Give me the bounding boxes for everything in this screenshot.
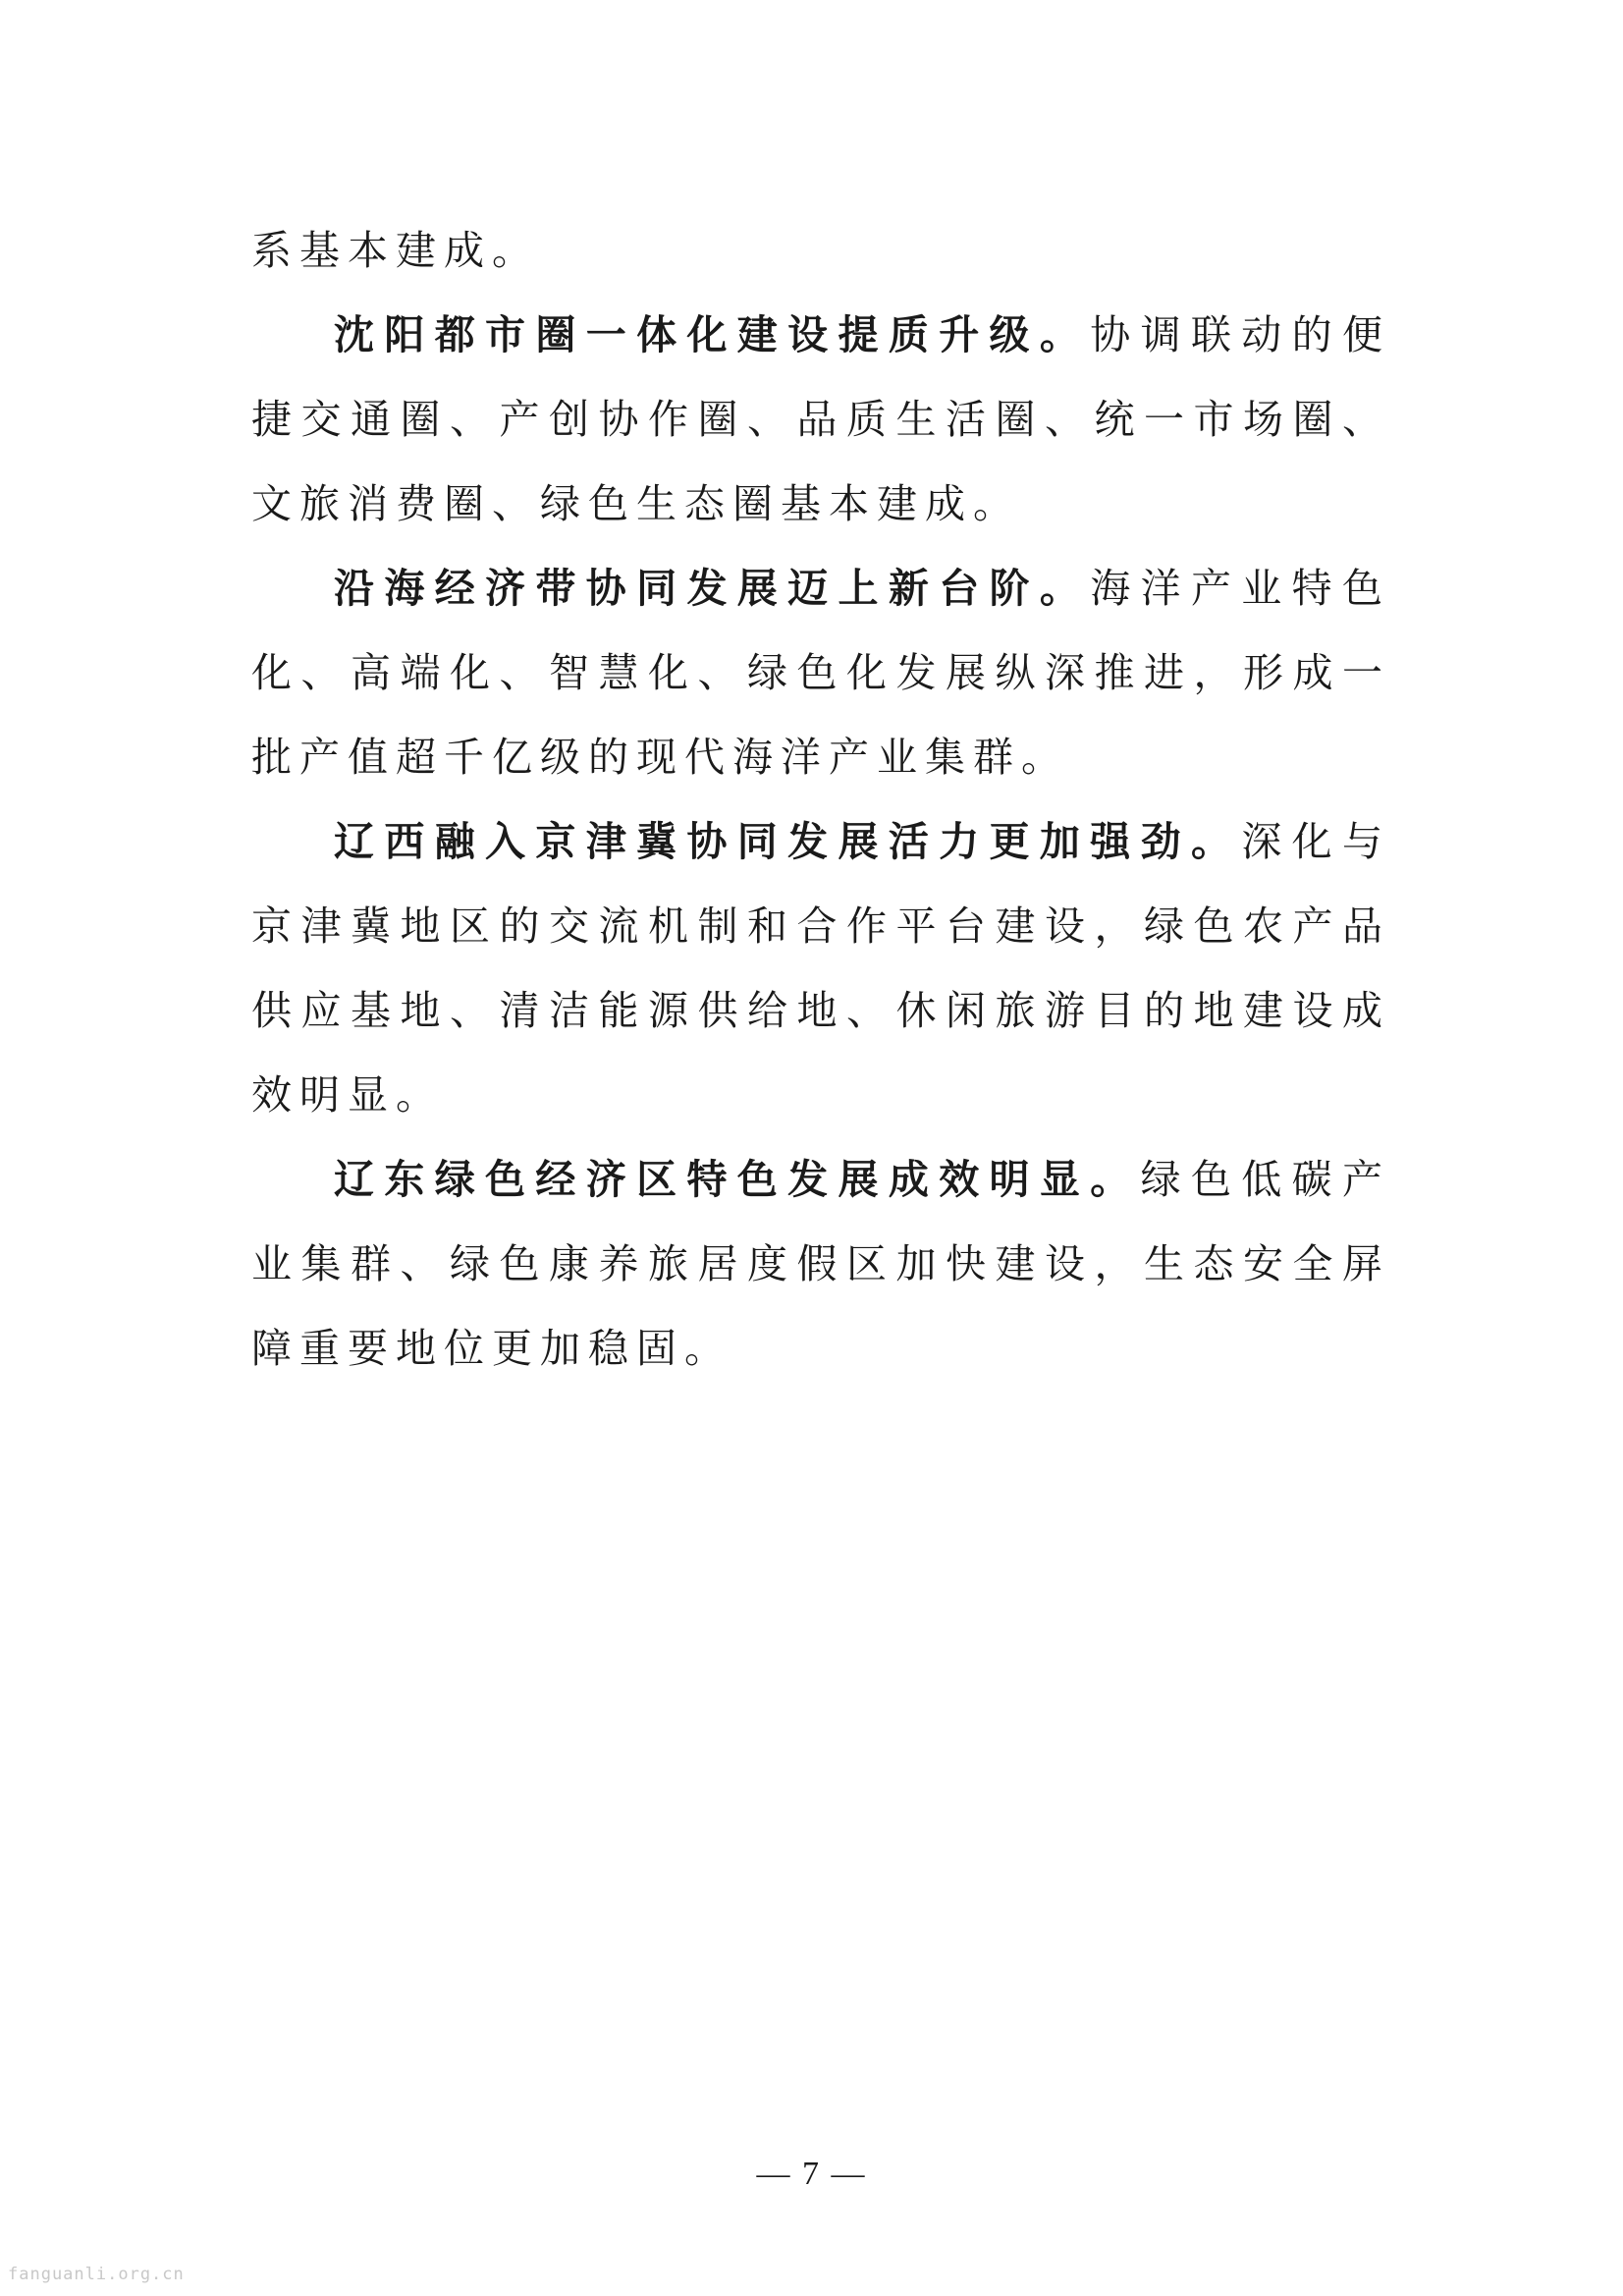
paragraph-lead: 沿海经济带协同发展迈上新台阶。 [334,565,1091,612]
page-number: — 7 — [756,2156,867,2192]
paragraph-lead: 辽西融入京津冀协同发展活力更加强劲。 [334,818,1242,865]
paragraph-text: 深化与京津冀地区的交流机制和合作平台建设，绿色农产品供应基地、清洁能源供给地、休闲旅游目的地建设成效明显。 [251,818,1391,1119]
paragraph-text: 绿色低碳产业集群、绿色康养旅居度假区加快建设，生态安全屏障重要地位更加稳固。 [251,1156,1391,1372]
paragraph-liaodong [251,1137,1390,1391]
paragraph-lead: 沈阳都市圈一体化建设提质升级。 [334,311,1091,358]
paragraph-shenyang [251,293,1390,546]
paragraph-continuation [251,208,1390,293]
paragraph-text: 海洋产业特色化、高端化、智慧化、绿色化发展纵深推进，形成一批产值超千亿级的现代海洋产业集群。 [251,565,1390,781]
paragraph-coastal [251,546,1390,799]
document-body [251,208,1390,1391]
paragraph-lead: 辽东绿色经济区特色发展成效明显。 [334,1156,1141,1203]
paragraph-liaoxi [251,799,1390,1137]
paragraph-text: 系基本建成。 [251,227,540,274]
watermark: fanguanli.org.cn [8,2265,185,2284]
paragraph-text: 协调联动的便捷交通圈、产创协作圈、品质生活圈、统一市场圈、文旅消费圈、绿色生态圈基本建成。 [251,311,1390,527]
